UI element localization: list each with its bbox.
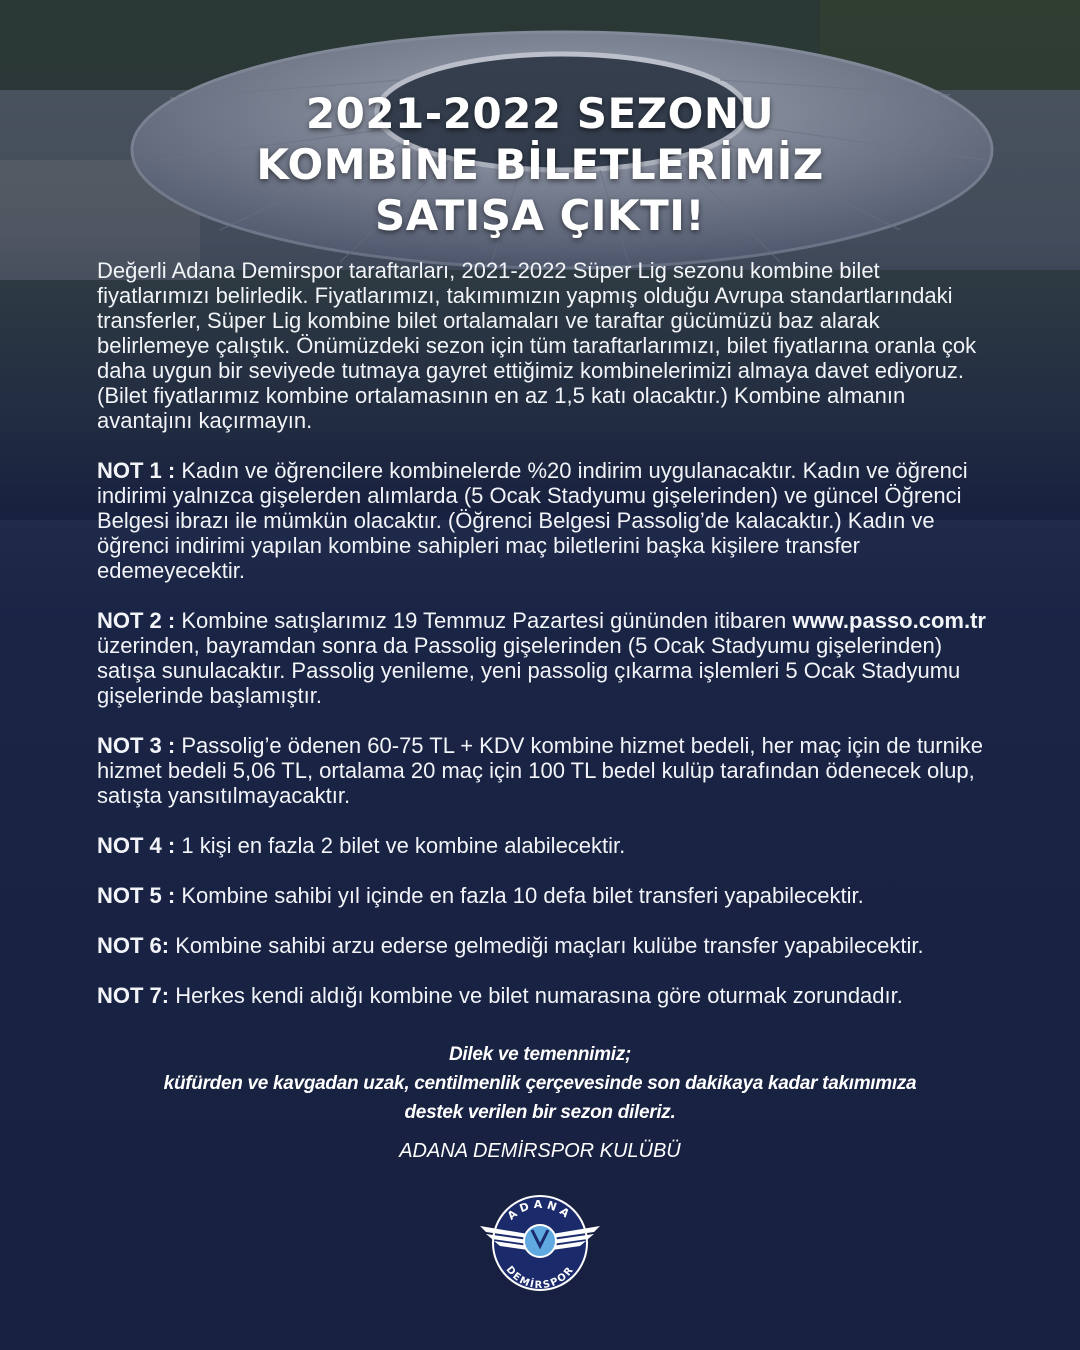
closing-line-3: destek verilen bir sezon dileriz. xyxy=(404,1102,676,1123)
logo-year: 1940 xyxy=(530,1261,550,1269)
note-4-text: 1 kişi en fazla 2 bilet ve kombine alabilecektir. xyxy=(181,833,626,858)
page-title xyxy=(0,88,1080,241)
closing-line-2: küfürden ve kavgadan uzak, centilmenlik çerçevesinde son dakikaya kadar takımımıza xyxy=(163,1073,917,1094)
title-line-1: 2021-2022 SEZONU xyxy=(305,89,775,138)
note-1 xyxy=(97,458,992,583)
closing-line-1: Dilek ve temennimiz; xyxy=(449,1044,631,1065)
club-signature: ADANA DEMİRSPOR KULÜBÜ xyxy=(399,1140,681,1162)
note-4 xyxy=(97,833,992,858)
logo-bottom-text: DEMİRSPOR xyxy=(503,1264,577,1292)
note-2-text-after: üzerinden, bayramdan sonra da Passolig gişelerinden (5 Ocak Stadyumu gişelerinden) satışa sunulacaktır. Passolig yenileme, yeni passolig çıkarma işlemleri 5 Ocak Stadyumu gişelerinde başlamıştır. xyxy=(97,633,961,708)
club-logo xyxy=(478,1188,602,1292)
note-1-label: NOT 1 : xyxy=(97,458,176,483)
title-line-3: SATIŞA ÇIKTI! xyxy=(374,191,706,240)
intro-paragraph: Değerli Adana Demirspor taraftarları, 2021-2022 Süper Lig sezonu kombine bilet fiyatlarımızı belirledik. Fiyatlarımızı, takımımızın yapmış olduğu Avrupa standartlarındaki transferler, Süper Lig kombine bilet ortalamaları ve taraftar gücümüzü baz alarak belirlemeye çalıştık. Önümüzdeki sezon için tüm taraftarlarımızı, bilet fiyatlarına oranla çok daha uygun bir seviyede tutmaya gayret ettiğimiz kombinelerimizi almaya davet ediyoruz. (Bilet fiyatlarımız kombine ortalamasının en az 1,5 katı olacaktır.) Kombine almanın avantajını kaçırmayın. xyxy=(97,258,977,433)
logo-top-text: ADANA xyxy=(505,1197,575,1223)
note-3-text: Passolig’e ödenen 60-75 TL + KDV kombine hizmet bedeli, her maç için de turnike hizmet bedeli 5,06 TL, ortalama 20 maç için 100 TL bedel kulüp tarafından ödenecek olup, satışta yansıtılmayacaktır. xyxy=(97,733,983,808)
note-2-label: NOT 2 : xyxy=(97,608,176,633)
note-7-label: NOT 7: xyxy=(97,983,170,1008)
note-3 xyxy=(97,733,992,808)
note-7-text: Herkes kendi aldığı kombine ve bilet numarasına göre oturmak zorundadır. xyxy=(175,983,903,1008)
note-2-text-before: Kombine satışlarımız 19 Temmuz Pazartesi gününden itibaren xyxy=(181,608,787,633)
note-1-text: Kadın ve öğrencilere kombinelerde %20 indirim uygulanacaktır. Kadın ve öğrenci indirimi yalnızca gişelerden alımlarda (5 Ocak Stadyumu gişelerinden) ve güncel Öğrenci Belgesi ibrazı ile mümkün olacaktır. (Öğrenci Belgesi Passolig’de kalacaktır.) Kadın ve öğrenci indirimi yapılan kombine sahipleri maç biletlerini başka kişilere transfer edemeyecektir. xyxy=(97,458,968,583)
note-6-label: NOT 6: xyxy=(97,933,170,958)
note-6-text: Kombine sahibi arzu ederse gelmediği maçları kulübe transfer yapabilecektir. xyxy=(175,933,924,958)
note-7 xyxy=(97,983,992,1008)
note-3-label: NOT 3 : xyxy=(97,733,176,758)
passo-link[interactable]: www.passo.com.tr xyxy=(792,608,986,633)
title-line-2: KOMBİNE BİLETLERİMİZ xyxy=(256,140,824,189)
note-4-label: NOT 4 : xyxy=(97,833,176,858)
note-6 xyxy=(97,933,992,958)
note-5-label: NOT 5 : xyxy=(97,883,176,908)
announcement-body xyxy=(97,258,992,1033)
closing-message xyxy=(60,1040,1020,1127)
note-5-text: Kombine sahibi yıl içinde en fazla 10 defa bilet transferi yapabilecektir. xyxy=(181,883,864,908)
note-2 xyxy=(97,608,992,708)
note-5 xyxy=(97,883,992,908)
